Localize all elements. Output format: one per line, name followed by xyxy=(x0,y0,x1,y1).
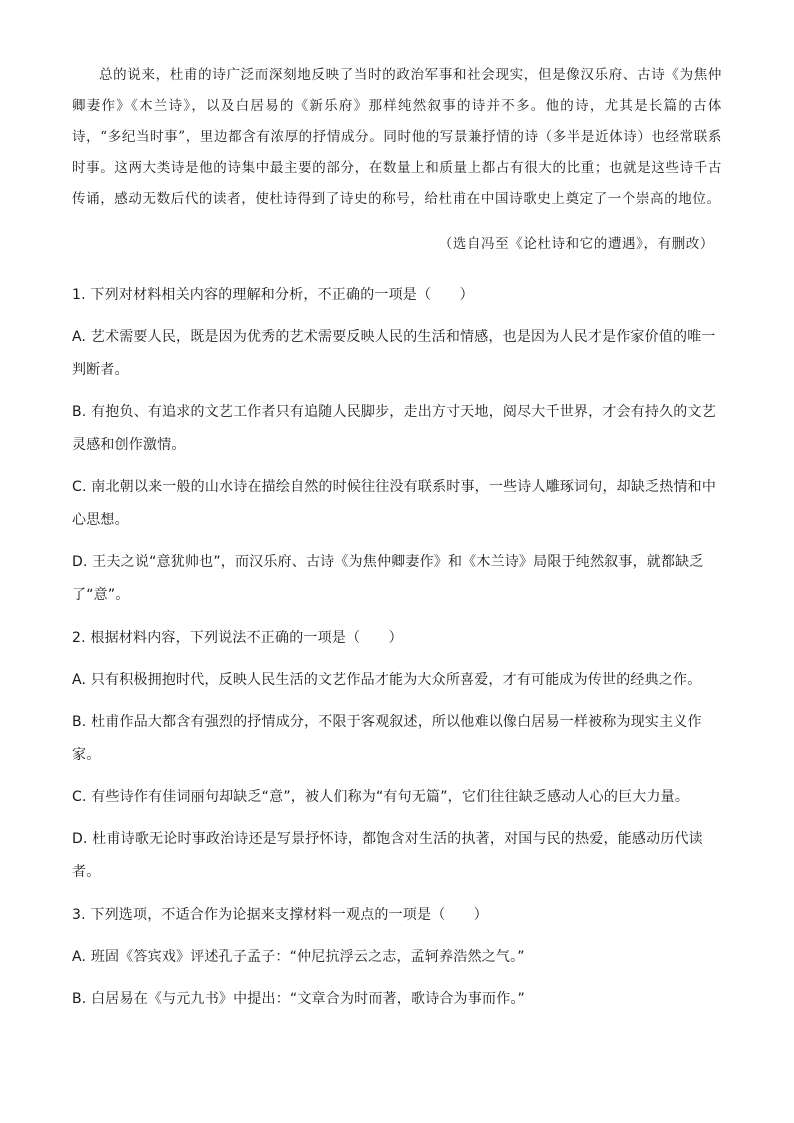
question-1-option-c: C. 南北朝以来一般的山水诗在描绘自然的时候往往没有联系时事，一些诗人雕琢词句，却缺乏热情和中心思想。 xyxy=(72,479,717,528)
question-2-option-d: D. 杜甫诗歌无论时事政治诗还是写景抒怀诗，都饱含对生活的执著，对国与民的热爱，能感动历代读者。 xyxy=(72,831,703,880)
question-list xyxy=(72,279,724,1016)
question-2-option-c: C. 有些诗作有佳词丽句却缺乏“意”，被人们称为“有句无篇”，它们往往缺乏感动人心的巨大力量。 xyxy=(72,789,690,805)
passage-source: （选自冯至《论杜诗和它的遭遇》，有删改） xyxy=(438,236,714,252)
question-1-option-b: B. 有抱负、有追求的文艺工作者只有追随人民脚步，走出方寸天地，阅尽大千世界，才会有持久的文艺灵感和创作激情。 xyxy=(72,404,716,453)
question-2-option-b: B. 杜甫作品大都含有强烈的抒情成分，不限于客观叙述，所以他难以像白居易一样被称为现实主义作家。 xyxy=(72,714,702,763)
question-stem-1: 1. 下列对材料相关内容的理解和分析，不正确的一项是（ ） xyxy=(72,287,474,303)
question-3-option-b: B. 白居易在《与元九书》中提出：“文章合为时而著，歌诗合为事而作。” xyxy=(72,991,526,1007)
question-stem-3: 3. 下列选项，不适合作为论据来支撑材料一观点的一项是（ ） xyxy=(72,907,489,923)
question-1-option-a: A. 艺术需要人民，既是因为优秀的艺术需要反映人民的生活和情感，也是因为人民才是作家价值的唯一判断者。 xyxy=(72,329,716,378)
question-1-option-d: D. 王夫之说“意犹帅也”，而汉乐府、古诗《为焦仲卿妻作》和《木兰诗》局限于纯然叙事，就都缺乏了“意”。 xyxy=(72,554,704,603)
question-stem-2: 2. 根据材料内容，下列说法不正确的一项是（ ） xyxy=(72,630,403,646)
passage-paragraph: 总的说来，杜甫的诗广泛而深刻地反映了当时的政治军事和社会现实，但是像汉乐府、古诗《为焦仲卿妻作》《木兰诗》，以及白居易的《新乐府》那样纯然叙事的诗并不多。他的诗，尤其是长篇的古体诗，“多纪当时事”，里边都含有浓厚的抒情成分。同时他的写景兼抒情的诗（多半是近体诗）也经常联系时事。这两大类诗是他的诗集中最主要的部分，在数量上和质量上都占有很大的比重；也就是这些诗千古传诵，感动无数后代的读者，使杜诗得到了诗史的称号，给杜甫在中国诗歌史上奠定了一个崇高的地位。 xyxy=(72,67,722,207)
question-2-option-a: A. 只有积极拥抱时代，反映人民生活的文艺作品才能为大众所喜爱，才有可能成为传世的经典之作。 xyxy=(72,672,702,688)
question-3-option-a: A. 班固《答宾戏》评述孔子孟子：“仲尼抗浮云之志，孟轲养浩然之气。” xyxy=(72,949,525,965)
